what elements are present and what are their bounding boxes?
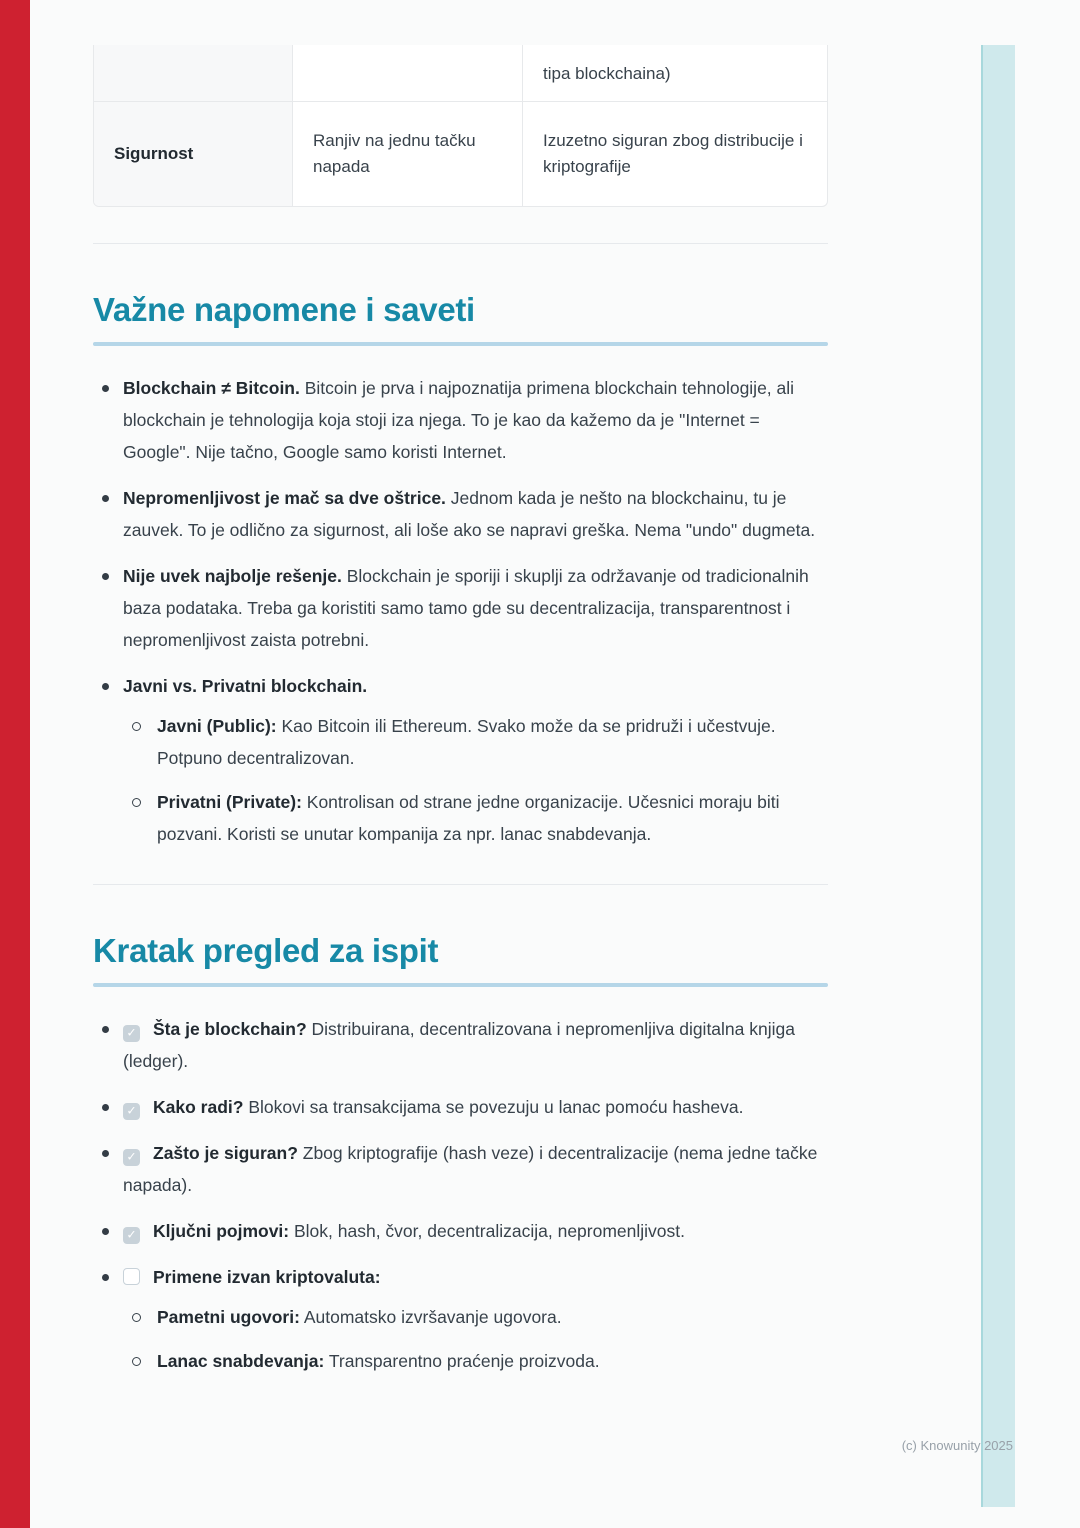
sub-bullet-icon [132,1313,141,1322]
bullet-text: Blockchain je sporiji i skuplji za održavanje od tradicionalnih baza podataka. Treba ga koristiti samo tamo gde su decentralizacija, transparentnost i nepromenljivost zaista potrebni. [123,566,809,650]
checklist-item [93,1261,828,1377]
section-title-review: Kratak pregled za ispit [93,932,439,969]
sub-list-item [123,1345,828,1377]
bullet-icon [102,495,109,502]
bullet-lead: Pametni ugovori: [157,1307,300,1327]
list-item [93,482,828,546]
notes-list [93,372,828,850]
check-glyph: ✓ [126,1025,137,1040]
table-cell [293,102,523,206]
bullet-text: Bitcoin je prva i najpoznatija primena blockchain tehnologije, ali blockchain je tehnologija koja stoji iza njega. To je kao da kažemo da je "Internet = Google". Nije tačno, Google samo koristi Internet. [123,378,795,462]
table-label-cell [94,102,293,206]
page-content [93,45,828,1391]
bullet-text: Kao Bitcoin ili Ethereum. Svako može da se pridruži i učestvuje. Potpuno decentralizovan. [157,716,776,768]
table-row [94,101,827,206]
check-glyph: ✓ [126,1227,137,1242]
bullet-icon [102,1228,109,1235]
bullet-icon [102,1150,109,1157]
bullet-lead: Nije uvek najbolje rešenje. [123,566,342,586]
checklist-lead: Šta je blockchain? [153,1019,307,1039]
checklist-lead: Primene izvan kriptovaluta: [153,1267,381,1287]
table-cell [523,102,827,206]
comparison-table [93,45,828,207]
checklist-item [93,1137,828,1201]
bullet-icon [102,385,109,392]
bullet-icon [102,573,109,580]
table-cell [293,45,523,101]
list-item [93,560,828,656]
bullet-lead: Nepromenljivost je mač sa dve oštrice. [123,488,446,508]
table-label-cell [94,45,293,101]
sub-list-item [123,1301,828,1333]
checklist-lead: Ključni pojmovi: [153,1221,290,1241]
sub-list-item [123,786,828,850]
table-cell-text: Izuzetno siguran zbog distribucije i kriptografije [543,131,803,176]
checkbox-unchecked-icon [123,1268,140,1285]
sub-bullet-icon [132,1357,141,1366]
bullet-icon [102,1026,109,1033]
bullet-icon [102,1274,109,1281]
bullet-icon [102,683,109,690]
checklist-text: Blokovi sa transakcijama se povezuju u lanac pomoću hasheva. [243,1097,744,1117]
red-accent-stripe [0,0,30,1528]
bullet-lead: Blockchain ≠ Bitcoin. [123,378,300,398]
table-row-label: Sigurnost [114,144,194,163]
table-cell-text: Ranjiv na jednu tačku napada [313,131,476,176]
heading-underline [93,983,828,987]
bullet-lead: Javni (Public): [157,716,277,736]
bullet-lead: Javni vs. Privatni blockchain. [123,676,368,696]
list-item [93,372,828,468]
sub-bullet-icon [132,798,141,807]
section-divider [93,884,828,885]
bullet-lead: Privatni (Private): [157,792,302,812]
sub-list-item [123,710,828,774]
teal-accent-stripe [981,45,1015,1507]
bullet-lead: Lanac snabdevanja: [157,1351,325,1371]
check-glyph: ✓ [126,1103,137,1118]
check-glyph: ✓ [126,1149,137,1164]
checklist-lead: Kako radi? [153,1097,244,1117]
checkbox-checked-icon [123,1227,140,1244]
checklist-lead: Zašto je siguran? [153,1143,298,1163]
checkbox-checked-icon [123,1149,140,1166]
heading-underline [93,342,828,346]
notes-sublist [123,710,828,850]
checklist-item [93,1091,828,1123]
section-divider [93,243,828,244]
bullet-text: Jednom kada je nešto na blockchainu, tu je zauvek. To je odlično za sigurnost, ali loše ako se napravi greška. Nema "undo" dugmeta. [123,488,816,540]
bullet-icon [102,1104,109,1111]
checklist-item [93,1215,828,1247]
sub-bullet-icon [132,722,141,731]
list-item [93,670,828,850]
copyright-watermark: (c) Knowunity 2025 [901,1438,1013,1453]
checkbox-checked-icon [123,1103,140,1120]
table-cell-text: tipa blockchaina) [543,64,671,83]
review-checklist [93,1013,828,1377]
bullet-text: Kontrolisan od strane jedne organizacije. Učesnici moraju biti pozvani. Koristi se unutar kompanija za npr. lanac snabdevanja. [157,792,780,844]
bullet-text: Automatsko izvršavanje ugovora. [299,1307,562,1327]
bullet-text: Transparentno praćenje proizvoda. [324,1351,600,1371]
checklist-item [93,1013,828,1077]
review-sublist [123,1301,828,1377]
checklist-text: Zbog kriptografije (hash veze) i decentralizacije (nema jedne tačke napada). [123,1143,818,1195]
checklist-text: Blok, hash, čvor, decentralizacija, nepromenljivost. [289,1221,686,1241]
checklist-text: Distribuirana, decentralizovana i nepromenljiva digitalna knjiga (ledger). [123,1019,795,1071]
checkbox-checked-icon [123,1025,140,1042]
section-title-notes: Važne napomene i saveti [93,291,475,328]
table-cell [523,45,827,101]
table-row [94,45,827,101]
